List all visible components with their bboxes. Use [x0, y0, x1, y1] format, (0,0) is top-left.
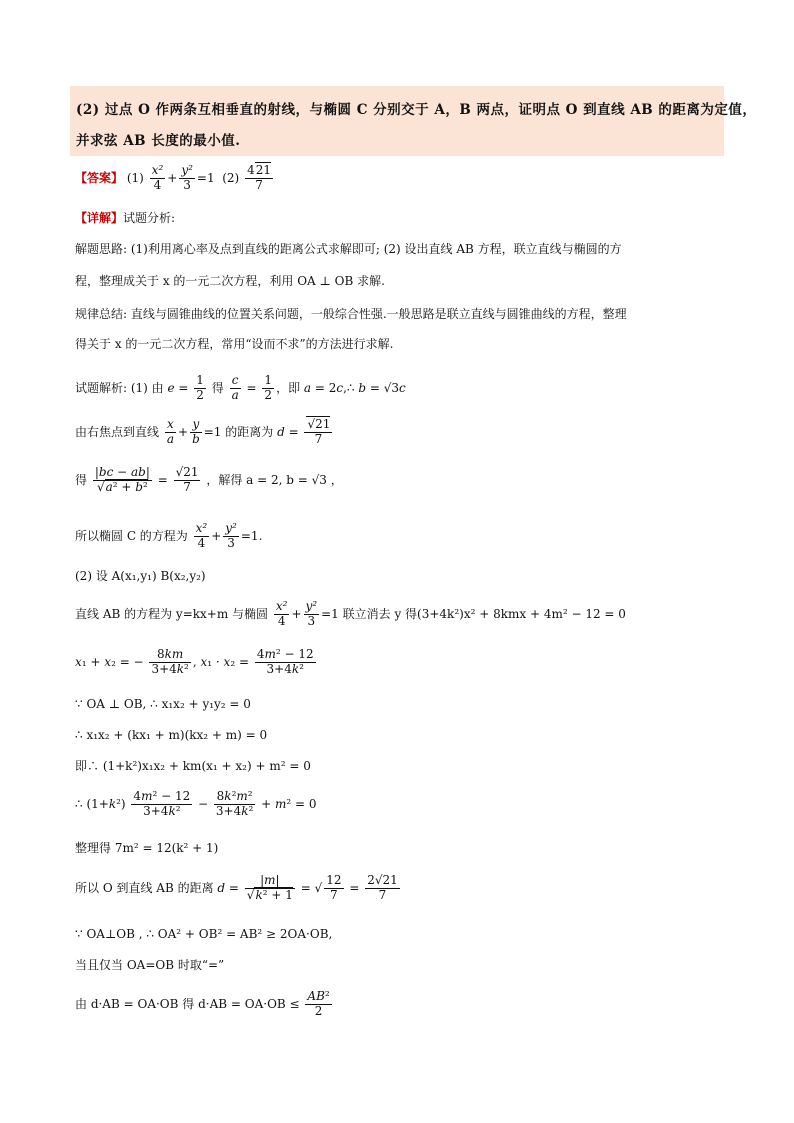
solution-step-3: 得 $\frac{|bc - ab|}{\text{√a² + b²}}$ = $\frac{√21}{7}$ ，解得 a = 2, b = √3 ， [75, 465, 343, 494]
solution-step-1: 试题解析: (1) 由 e = $\frac{1}{2}$ 得 $\frac{c}{a}$ = $\frac{1}{2}$ ，即 a = 2c,∴ b = √3c [75, 373, 406, 402]
solution-step-8: ∵ OA ⊥ OB, ∴ x₁x₂ + y₁y₂ = 0 [75, 697, 251, 711]
detail-label: 【详解】 [75, 211, 124, 225]
solution-step-16: 由 d·AB = OA·OB 得 d·AB = OA·OB ≤ $\frac{\text{AB²}}{2}$ [75, 989, 330, 1018]
solution-step-6: 直线 AB 的方程为 y=kx+m 与椭圆 $\frac{\text{x²}}{4}$ + $\frac{\text{y²}}{3}$ =1 联立消去 y 得(3+4k²)x² + 8kmx + 4m² − 12 = 0 [75, 599, 626, 628]
answer-line: 【答案】 (1) $\frac{\text{x²}}{4}$ + $\frac{\text{y²}}{3}$ =1 (2) $\frac{421}{7}$ [75, 163, 271, 192]
solution-step-9: ∴ x₁x₂ + (kx₁ + m)(kx₂ + m) = 0 [75, 728, 268, 742]
summary-line-1: 规律总结: 直线与圆锥曲线的位置关系问题，一般综合性强.一般思路是联立直线与圆锥曲线的方程，整理 [75, 307, 627, 321]
idea-line-2: 程，整理成关于 x 的一元二次方程，利用 OA ⊥ OB 求解. [75, 274, 385, 288]
solution-step-10: 即∴ (1+k²)x₁x₂ + km(x₁ + x₂) + m² = 0 [75, 759, 311, 773]
idea-line-1: 解题思路: (1)利用离心率及点到直线的距离公式求解即可; (2) 设出直线 AB 方程，联立直线与椭圆的方 [75, 242, 622, 256]
question-line-1: (2) 过点 O 作两条互相垂直的射线，与椭圆 C 分别交于 A，B 两点，证明点 O 到直线 AB 的距离为定值， [76, 102, 757, 118]
solution-step-12: 整理得 7m² = 12(k² + 1) [75, 841, 219, 855]
solution-step-5: (2) 设 A(x₁,y₁) B(x₂,y₂) [75, 569, 206, 583]
solution-step-14: ∵ OA⊥OB , ∴ OA² + OB² = AB² ≥ 2OA·OB, [75, 927, 333, 941]
summary-line-2: 得关于 x 的一元二次方程，常用“设而不求”的方法进行求解. [75, 337, 394, 351]
solution-step-7: x₁ + x₂ = − $\frac{8km}{\text{3+4k²}}$ , x₁ · x₂ = $\frac{\text{4m² − 12}}{\text{3+4k²}}$ [75, 647, 314, 676]
detail-line: 【详解】试题分析: [75, 211, 176, 225]
solution-step-2: 由右焦点到直线 $\frac{x}{a}$ + $\frac{y}{b}$ =1 的距离为 d = $\frac{√21}{7}$ [75, 417, 331, 446]
answer-label: 【答案】 [75, 170, 124, 185]
solution-step-11: ∴ (1+k²) $\frac{\text{4m² − 12}}{\text{3+4k²}}$ − $\frac{\text{8k²m²}}{\text{3+4k²}}$ + m² = 0 [75, 789, 317, 818]
question-line-2: 并求弦 AB 长度的最小值. [76, 133, 241, 149]
solution-step-13: 所以 O 到直线 AB 的距离 d = $\frac{|m|}{\text{√k² + 1}}$ = √ $\frac{12}{7}$ = $\frac{2√21}{7}$ [75, 873, 398, 902]
solution-step-4: 所以椭圆 C 的方程为 $\frac{\text{x²}}{4}$ + $\frac{\text{y²}}{3}$ =1. [75, 521, 263, 550]
solution-step-15: 当且仅当 OA=OB 时取“=” [75, 958, 225, 972]
